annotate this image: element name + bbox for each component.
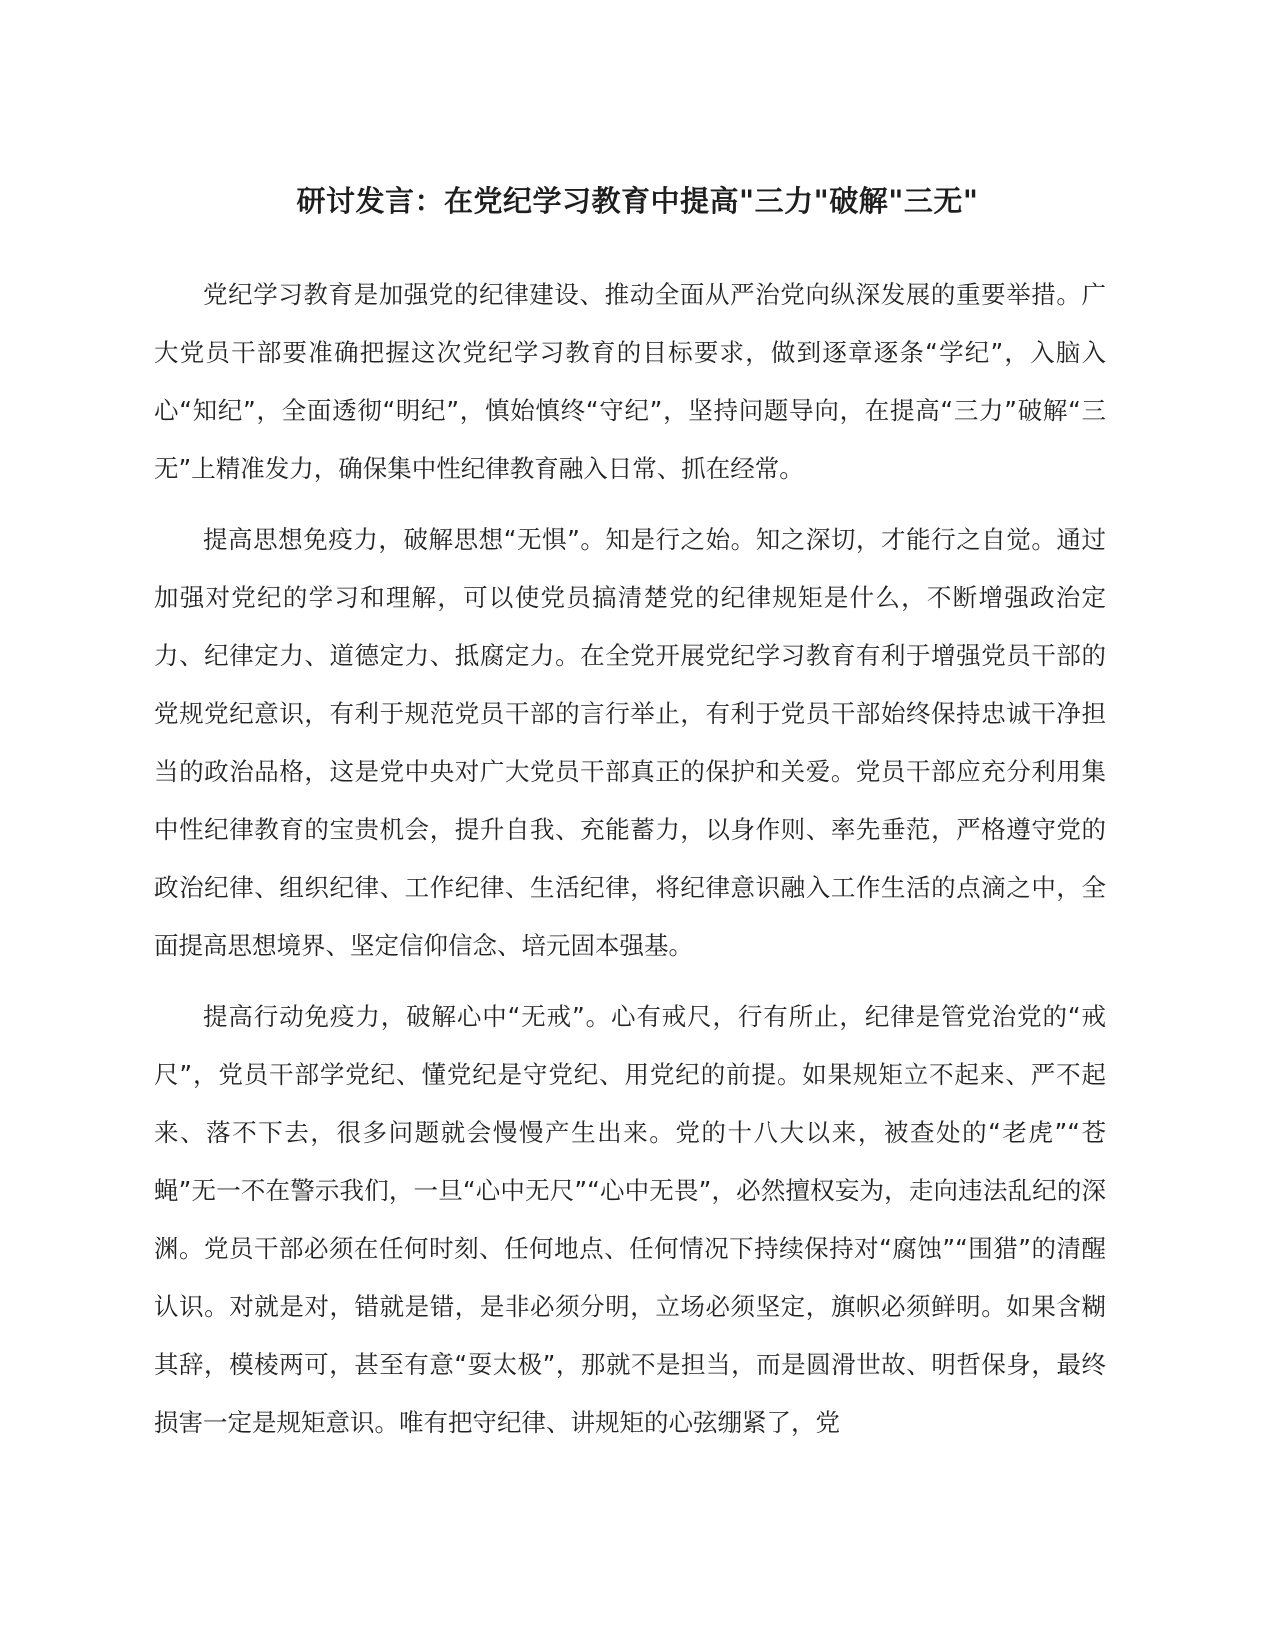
- document-body: [154, 266, 1106, 1465]
- paragraph-action-immunity: 提高行动免疫力，破解心中“无戒”。心有戒尺，行有所止，纪律是管党治党的“戒尺”，党员干部学党纪、懂党纪是守党纪、用党纪的前提。如果规矩立不起来、严不起来、落不下去，很多问题就会慢慢产生出来。党的十八大以来，被查处的“老虎”“苍蝇”无一不在警示我们，一旦“心中无尺”“心中无畏”，必然擅权妄为，走向违法乱纪的深渊。党员干部必须在任何时刻、任何地点、任何情况下持续保持对“腐蚀”“围猎”的清醒认识。对就是对，错就是错，是非必须分明，立场必须坚定，旗帜必须鲜明。如果含糊其辞，模棱两可，甚至有意“耍太极”，那就不是担当，而是圆滑世故、明哲保身，最终损害一定是规矩意识。唯有把守纪律、讲规矩的心弦绷紧了，党: [154, 1002, 1106, 1437]
- paragraph-thought-immunity: 提高思想免疫力，破解思想“无惧”。知是行之始。知之深切，才能行之自觉。通过加强对党纪的学习和理解，可以使党员搞清楚党的纪律规矩是什么，不断增强政治定力、纪律定力、道德定力、抵腐定力。在全党开展党纪学习教育有利于增强党员干部的党规党纪意识，有利于规范党员干部的言行举止，有利于党员干部始终保持忠诚干净担当的政治品格，这是党中央对广大党员干部真正的保护和关爱。党员干部应充分利用集中性纪律教育的宝贵机会，提升自我、充能蓄力，以身作则、率先垂范，严格遵守党的政治纪律、组织纪律、工作纪律、生活纪律，将纪律意识融入工作生活的点滴之中，全面提高思想境界、坚定信仰信念、培元固本强基。: [154, 525, 1106, 960]
- document-title: 研讨发言：在党纪学习教育中提高"三力"破解"三无": [296, 184, 979, 218]
- paragraph-intro: 党纪学习教育是加强党的纪律建设、推动全面从严治党向纵深发展的重要举措。广大党员干部要准确把握这次党纪学习教育的目标要求，做到逐章逐条“学纪”，入脑入心“知纪”，全面透彻“明纪”，慎始慎终“守纪”，坚持问题导向，在提高“三力”破解“三无”上精准发力，确保集中性纪律教育融入日常、抓在经常。: [154, 280, 1106, 483]
